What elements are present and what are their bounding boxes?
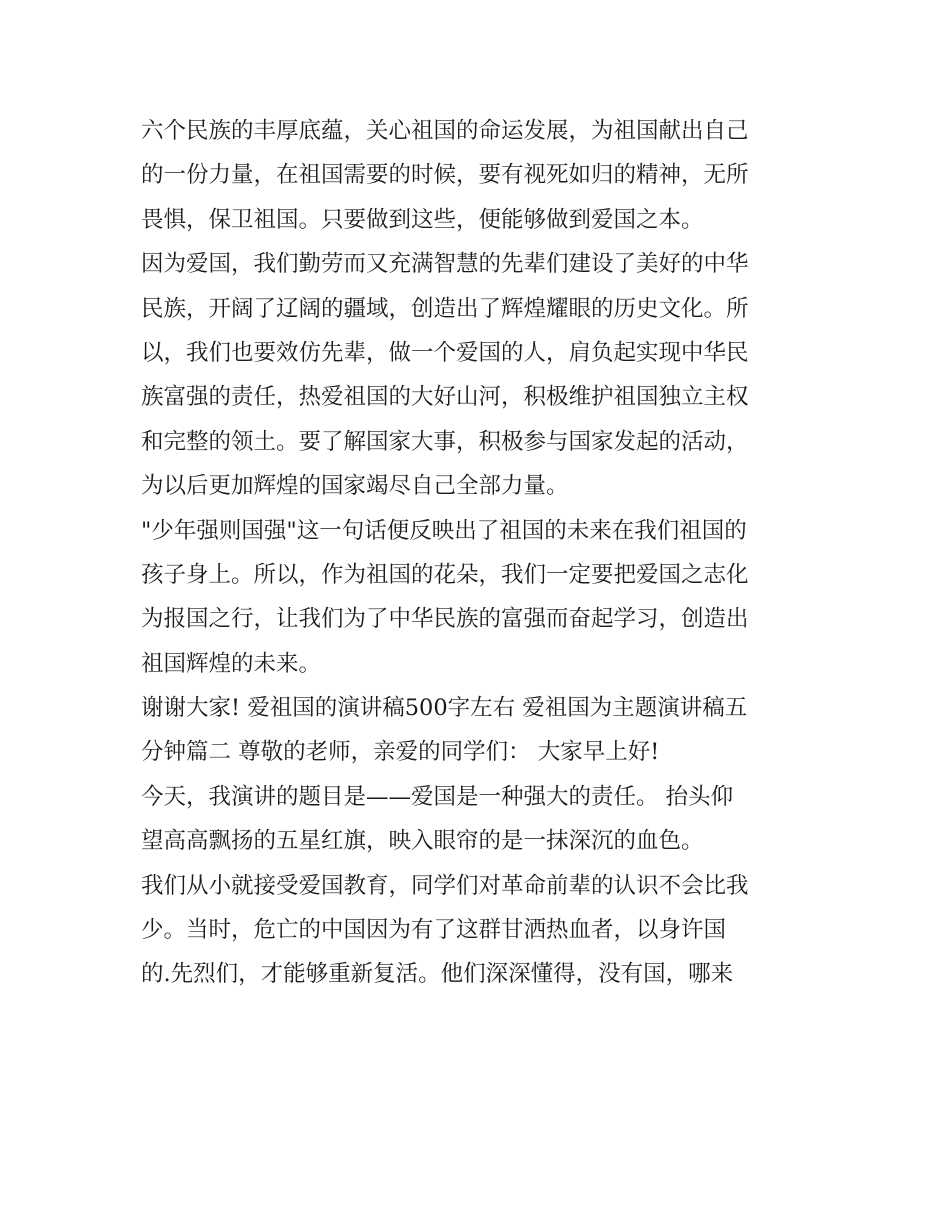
text-line: 畏惧，保卫祖国。只要做到这些，便能够做到爱国之本。 bbox=[141, 206, 704, 233]
text-line: 望高高飘扬的五星红旗，映入眼帘的是一抹深沉的血色。 bbox=[141, 828, 704, 855]
text-line: "少年强则国强"这一句话便反映出了祖国的未来在我们祖国的 bbox=[141, 517, 747, 544]
text-line: 为以后更加辉煌的国家竭尽自己全部力量。 bbox=[141, 473, 569, 500]
text-line: 因为爱国，我们勤劳而又充满智慧的先辈们建设了美好的中华 bbox=[141, 251, 749, 278]
text-line: 和完整的领土。要了解国家大事，积极参与国家发起的活动， bbox=[141, 428, 749, 455]
text-line: 少。当时，危亡的中国因为有了这群甘洒热血者，以身许国 bbox=[141, 917, 727, 944]
body-text bbox=[141, 109, 831, 997]
text-line: 今天，我演讲的题目是——爱国是一种强大的责任。 抬头仰 bbox=[141, 783, 734, 810]
text-line: 分钟篇二 尊敬的老师，亲爱的同学们： 大家早上好! bbox=[141, 739, 660, 766]
text-line: 的一份力量，在祖国需要的时候，要有视死如归的精神，无所 bbox=[141, 162, 749, 189]
text-line: 的.先烈们，才能够重新复活。他们深深懂得，没有国，哪来 bbox=[141, 961, 734, 988]
text-line: 谢谢大家! 爱祖国的演讲稿500字左右 爱祖国为主题演讲稿五 bbox=[141, 695, 748, 722]
text-line: 孩子身上。所以，作为祖国的花朵，我们一定要把爱国之志化 bbox=[141, 561, 749, 588]
text-line: 六个民族的丰厚底蕴，关心祖国的命运发展，为祖国献出自己 bbox=[141, 118, 749, 144]
text-line: 民族，开阔了辽阔的疆域，创造出了辉煌耀眼的历史文化。所 bbox=[141, 295, 749, 322]
text-line: 以，我们也要效仿先辈，做一个爱国的人，肩负起实现中华民 bbox=[141, 339, 749, 366]
text-line: 祖国辉煌的未来。 bbox=[141, 650, 322, 677]
text-line: 我们从小就接受爱国教育，同学们对革命前辈的认识不会比我 bbox=[141, 872, 749, 899]
text-line: 为报国之行，让我们为了中华民族的富强而奋起学习，创造出 bbox=[141, 606, 749, 633]
text-line: 族富强的责任，热爱祖国的大好山河，积极维护祖国独立主权 bbox=[141, 384, 749, 411]
